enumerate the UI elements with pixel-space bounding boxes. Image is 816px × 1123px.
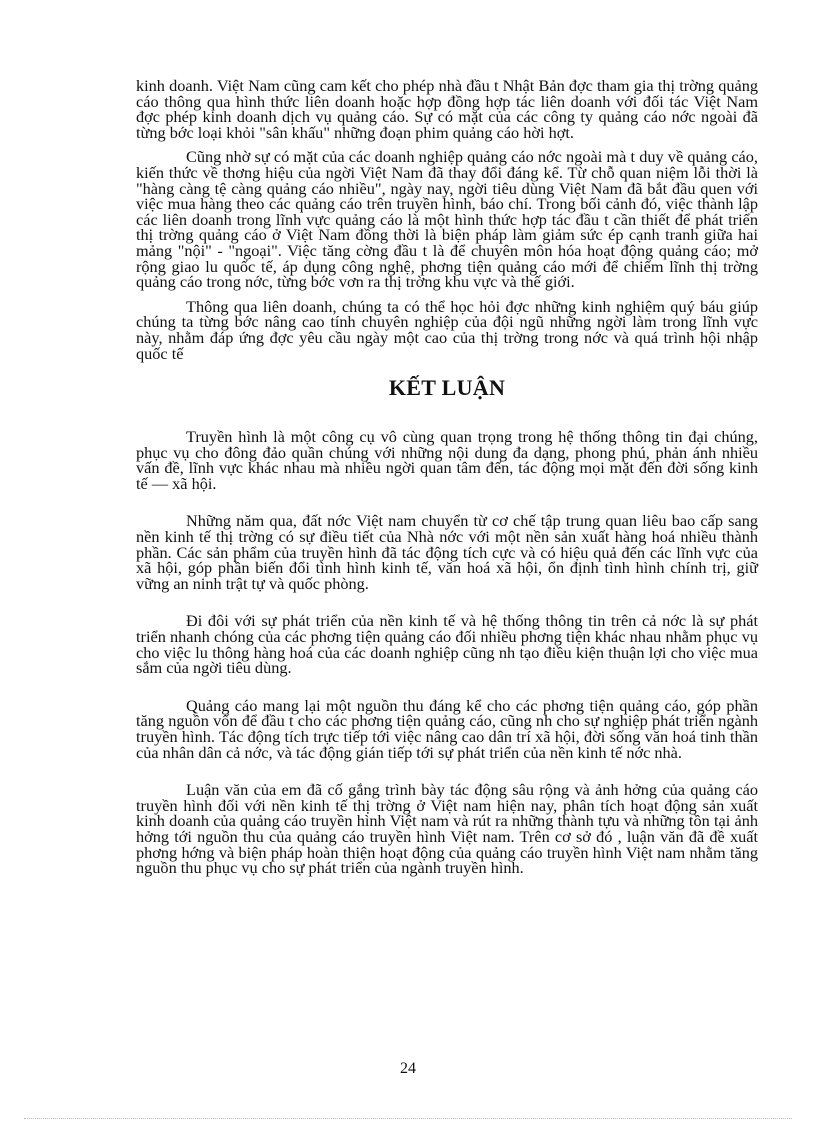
paragraph: Cũng nhờ sự có mặt của các doanh nghiệp quảng cáo nớc ngoài mà t duy về quảng cáo, kiến thức về thơng hiệu của ngời Việt Nam đã thay đổi đáng kể. Từ chỗ quan niệm lỗi thời là "hàng càng tệ càng quảng cáo nhiều", ngày nay, ngời tiêu dùng Việt Nam đã bắt đầu quen với việc mua hàng theo các quảng cáo trên truyền hình, báo chí. Trong bối cảnh đó, việc thành lập các liên doanh trong lĩnh vực quảng cáo là một hình thức hợp tác đầu t cần thiết để phát triển thị trờng quảng cáo ở Việt Nam đồng thời là biện pháp làm giảm sức ép cạnh tranh giữa hai mảng "nội" - "ngoại". Việc tăng cờng đầu t là để chuyên môn hóa hoạt động quảng cáo; mở rộng giao lu quốc tế, áp dụng công nghệ, phơng tiện quảng cáo mới để chiếm lĩnh thị trờng quảng cáo trong nớc, từng bớc vơn ra thị trờng khu vực và thế giới. — [136, 147, 758, 292]
page-number: 24 — [400, 1060, 416, 1077]
paragraph: Luận văn của em đã cố gắng trình bày tác động sâu rộng và ảnh hởng của quảng cáo truyền hình đối với nền kinh tế thị trờng ở Việt nam hiện nay, phân tích hoạt động sản xuất kinh doanh của quảng cáo truyền hình Việt nam và rút ra những thành tựu và những tồn tại ảnh hởng tới nguồn thu của quảng cáo truyền hình Việt nam. Trên cơ sở đó , luận văn đã đề xuất phơng hớng và biện pháp hoàn thiện hoạt động của quảng cáo truyền hình Việt nam nhằm tăng nguồn thu phục vụ cho sự phát triển của ngành truyền hình. — [136, 780, 758, 878]
paragraph: Những năm qua, đất nớc Việt nam chuyển từ cơ chế tập trung quan liêu bao cấp sang nền kinh tế thị trờng có sự điều tiết của Nhà nớc với một nền sản xuất hàng hoá nhiều thành phần. Các sản phẩm của truyền hình đã tác động tích cực và có hiệu quả đến các lĩnh vực của xã hội, góp phần biến đổi tình hình kinh tế, văn hoá xã hội, ổn định tình hình chính trị, giữ vững an ninh trật tự và quốc phòng. — [136, 511, 758, 593]
paragraph: Đi đôi với sự phát triển của nền kinh tế và hệ thống thông tin trên cả nớc là sự phát triển nhanh chóng của các phơng tiện quảng cáo đối nhiều phơng tiện khác nhau nhằm phục vụ cho việc lu thông hàng hoá của các doanh nghiệp cũng nh tạo điều kiện thuận lợi cho việc mua sắm của ngời tiêu dùng. — [136, 611, 758, 678]
paragraph: Quảng cáo mang lại một nguồn thu đáng kể cho các phơng tiện quảng cáo, góp phần tăng nguồn vốn để đầu t cho các phơng tiện quảng cáo, cũng nh cho sự nghiệp phát triển ngành truyền hình. Tác động tích trực tiếp tới việc nâng cao dân trí xã hội, đời sống văn hoá tinh thần của nhân dân cả nớc, và tác động gián tiếp tới sự phát triển của nền kinh tế nớc nhà. — [136, 695, 758, 762]
document-body — [136, 78, 758, 876]
paragraph: Truyền hình là một công cụ vô cùng quan trọng trong hệ thống thông tin đại chúng, phục vụ cho đông đảo quần chúng với những nội dung đa dạng, phong phú, phản ánh nhiều vấn đề, lĩnh vực khác nhau mà nhiều ngời quan tâm đến, tác động mọi mặt đến đời sống kinh tế — xã hội. — [136, 427, 758, 493]
paragraph-continuation: kinh doanh. Việt Nam cũng cam kết cho phép nhà đầu t Nhật Bản đợc tham gia thị trờng quảng cáo thông qua hình thức liên doanh hoặc hợp đồng hợp tác liên doanh với đối tác Việt Nam đợc phép kinh doanh dịch vụ quảng cáo. Sự có mặt của các công ty quảng cáo nớc ngoài đã từng bớc loại khỏi "sân khấu" những đoạn phim quảng cáo hời hợt. — [136, 76, 758, 142]
page-bottom-divider — [24, 1118, 792, 1119]
section-heading: KẾT LUẬN — [388, 375, 506, 401]
paragraph: Thông qua liên doanh, chúng ta có thể học hỏi đợc những kinh nghiệm quý báu giúp chúng ta từng bớc nâng cao tính chuyên nghiệp của đội ngũ những ngời làm trong lĩnh vực này, nhằm đáp ứng đợc yêu cầu ngày một cao của thị trờng trong nớc và quá trình hội nhập quốc tế — [136, 296, 758, 363]
